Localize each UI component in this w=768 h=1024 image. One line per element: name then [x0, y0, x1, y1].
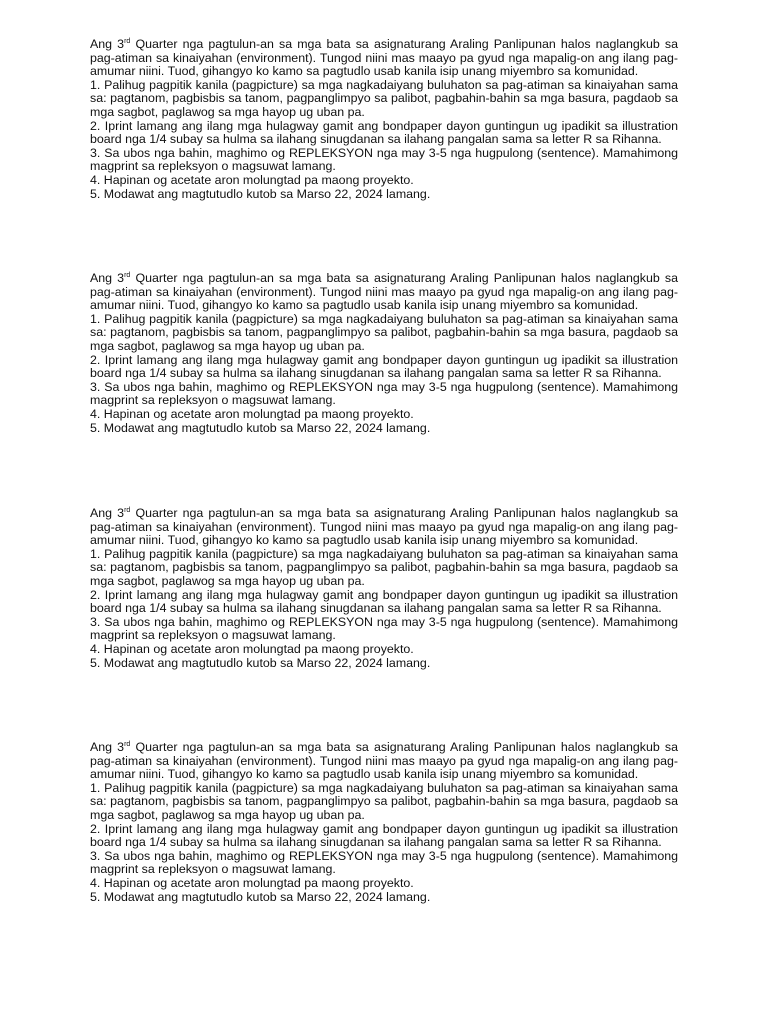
instruction-item-5: 5. Modawat ang magtutudlo kutob sa Marso 22, 2024 lamang. [90, 186, 431, 201]
instruction-item-1: 1. Palihug pagpitik kanila (pagpicture) sa mga nagkadaiyang buluhaton sa pag-atiman sa kinaiyahan sama sa: pagtanom, pagbisbis sa tanom, pagpanglimpyo sa palibot, pagbahin-bahin sa mga basura, pagdaob sa mga sagbot, paglawog sa mga hayop ug uban pa. [90, 77, 678, 119]
instruction-item-5: 5. Modawat ang magtutudlo kutob sa Marso 22, 2024 lamang. [90, 420, 431, 435]
instruction-item-3: 3. Sa ubos nga bahin, maghimo og REPLEKSYON nga may 3-5 nga hugpulong (sentence). Mamahimong magprint sa repleksyon o magsuwat lamang. [90, 145, 678, 174]
intro-paragraph [90, 507, 678, 548]
instruction-block-2 [90, 272, 678, 435]
ordinal-suffix: rd [124, 506, 131, 514]
instruction-item-4: 4. Hapinan og acetate aron molungtad pa maong proyekto. [90, 172, 414, 187]
instruction-item-4: 4. Hapinan og acetate aron molungtad pa maong proyekto. [90, 406, 414, 421]
instruction-item-1: 1. Palihug pagpitik kanila (pagpicture) sa mga nagkadaiyang buluhaton sa pag-atiman sa kinaiyahan sama sa: pagtanom, pagbisbis sa tanom, pagpanglimpyo sa palibot, pagbahin-bahin sa mga basura, pagdaob sa mga sagbot, paglawog sa mga hayop ug uban pa. [90, 780, 678, 822]
instruction-item-2: 2. Iprint lamang ang ilang mga hulagway gamit ang bondpaper dayon guntingun ug ipadikit sa illustration board nga 1/4 subay sa hulma sa ilahang sinugdanan sa ilahang pangalan sama sa letter R sa Rihanna. [90, 352, 678, 381]
intro-text-rest: Quarter nga pagtulun-an sa mga bata sa asignaturang Araling Panlipunan halos naglangkub sa pag-atiman sa kinaiyahan (environment). Tungod niini mas maayo pa gyud nga mapalig-on ang ilang pag-amumar niini. Tuod, gihangyo ko kamo sa pagtudlo usab kanila isip unang miyembro sa komunidad. [90, 506, 678, 548]
intro-text-start: Ang 3 [90, 740, 125, 754]
instruction-block-4 [90, 741, 678, 904]
instruction-item-3: 3. Sa ubos nga bahin, maghimo og REPLEKSYON nga may 3-5 nga hugpulong (sentence). Mamahimong magprint sa repleksyon o magsuwat lamang. [90, 614, 678, 643]
ordinal-suffix: rd [124, 740, 131, 748]
instruction-item-4: 4. Hapinan og acetate aron molungtad pa maong proyekto. [90, 641, 414, 656]
intro-text-rest: Quarter nga pagtulun-an sa mga bata sa asignaturang Araling Panlipunan halos naglangkub sa pag-atiman sa kinaiyahan (environment). Tungod niini mas maayo pa gyud nga mapalig-on ang ilang pag-amumar niini. Tuod, gihangyo ko kamo sa pagtudlo usab kanila isip unang miyembro sa komunidad. [90, 271, 678, 313]
intro-text-start: Ang 3 [90, 506, 125, 520]
intro-text-rest: Quarter nga pagtulun-an sa mga bata sa asignaturang Araling Panlipunan halos naglangkub sa pag-atiman sa kinaiyahan (environment). Tungod niini mas maayo pa gyud nga mapalig-on ang ilang pag-amumar niini. Tuod, gihangyo ko kamo sa pagtudlo usab kanila isip unang miyembro sa komunidad. [90, 37, 678, 79]
instruction-item-1: 1. Palihug pagpitik kanila (pagpicture) sa mga nagkadaiyang buluhaton sa pag-atiman sa kinaiyahan sama sa: pagtanom, pagbisbis sa tanom, pagpanglimpyo sa palibot, pagbahin-bahin sa mga basura, pagdaob sa mga sagbot, paglawog sa mga hayop ug uban pa. [90, 311, 678, 353]
instruction-item-4: 4. Hapinan og acetate aron molungtad pa maong proyekto. [90, 875, 414, 890]
instruction-item-3: 3. Sa ubos nga bahin, maghimo og REPLEKSYON nga may 3-5 nga hugpulong (sentence). Mamahimong magprint sa repleksyon o magsuwat lamang. [90, 379, 678, 408]
intro-paragraph [90, 741, 678, 782]
intro-paragraph [90, 38, 678, 79]
ordinal-suffix: rd [124, 271, 131, 279]
instruction-item-3: 3. Sa ubos nga bahin, maghimo og REPLEKSYON nga may 3-5 nga hugpulong (sentence). Mamahimong magprint sa repleksyon o magsuwat lamang. [90, 848, 678, 877]
instruction-item-5: 5. Modawat ang magtutudlo kutob sa Marso 22, 2024 lamang. [90, 889, 431, 904]
ordinal-suffix: rd [124, 37, 131, 45]
intro-text-rest: Quarter nga pagtulun-an sa mga bata sa asignaturang Araling Panlipunan halos naglangkub sa pag-atiman sa kinaiyahan (environment). Tungod niini mas maayo pa gyud nga mapalig-on ang ilang pag-amumar niini. Tuod, gihangyo ko kamo sa pagtudlo usab kanila isip unang miyembro sa komunidad. [90, 740, 678, 782]
intro-paragraph [90, 272, 678, 313]
instruction-item-2: 2. Iprint lamang ang ilang mga hulagway gamit ang bondpaper dayon guntingun ug ipadikit sa illustration board nga 1/4 subay sa hulma sa ilahang sinugdanan sa ilahang pangalan sama sa letter R sa Rihanna. [90, 821, 678, 850]
instruction-item-2: 2. Iprint lamang ang ilang mga hulagway gamit ang bondpaper dayon guntingun ug ipadikit sa illustration board nga 1/4 subay sa hulma sa ilahang sinugdanan sa ilahang pangalan sama sa letter R sa Rihanna. [90, 587, 678, 616]
instruction-block-3 [90, 507, 678, 670]
instruction-item-5: 5. Modawat ang magtutudlo kutob sa Marso 22, 2024 lamang. [90, 655, 431, 670]
instruction-block-1 [90, 38, 678, 201]
instruction-item-1: 1. Palihug pagpitik kanila (pagpicture) sa mga nagkadaiyang buluhaton sa pag-atiman sa kinaiyahan sama sa: pagtanom, pagbisbis sa tanom, pagpanglimpyo sa palibot, pagbahin-bahin sa mga basura, pagdaob sa mga sagbot, paglawog sa mga hayop ug uban pa. [90, 546, 678, 588]
intro-text-start: Ang 3 [90, 271, 125, 285]
instruction-item-2: 2. Iprint lamang ang ilang mga hulagway gamit ang bondpaper dayon guntingun ug ipadikit sa illustration board nga 1/4 subay sa hulma sa ilahang sinugdanan sa ilahang pangalan sama sa letter R sa Rihanna. [90, 118, 678, 147]
intro-text-start: Ang 3 [90, 37, 125, 51]
